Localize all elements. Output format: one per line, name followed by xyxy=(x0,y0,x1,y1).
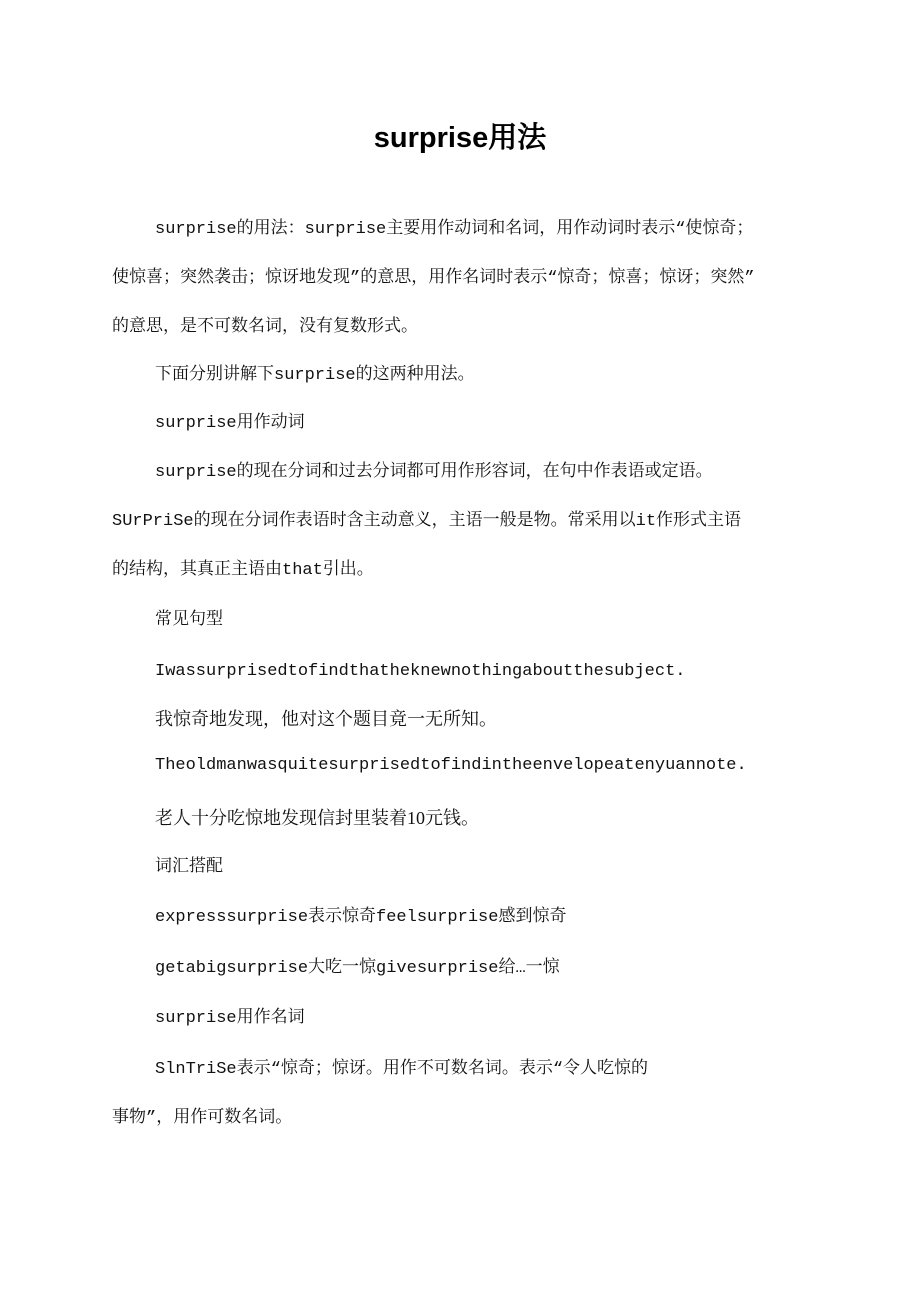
example-translation: 我惊奇地发现，他对这个题目竟一无所知。 xyxy=(155,709,497,729)
paragraph-line: SlnTriSe表示“惊奇；惊讶。用作不可数名词。表示“令人吃惊的 xyxy=(155,1060,649,1079)
paragraph-line: 的意思，是不可数名词，没有复数形式。 xyxy=(112,318,418,337)
example-sentence: Iwassurprisedtofindthatheknewnothingaboutthesubject. xyxy=(155,662,686,681)
document-title: surprise用法 xyxy=(373,122,547,154)
paragraph-line: surprise的用法：surprise主要用作动词和名词，用作动词时表示“使惊奇； xyxy=(155,220,754,239)
paragraph-line: 的结构，其真正主语由that引出。 xyxy=(112,561,374,580)
section-heading: 常见句型 xyxy=(155,611,223,630)
collocation-line: expresssurprise表示惊奇feelsurprise感到惊奇 xyxy=(155,908,567,927)
collocation-line: getabigsurprise大吃一惊givesurprise给…一惊 xyxy=(155,959,560,978)
section-heading: 词汇搭配 xyxy=(155,858,223,877)
paragraph-line: surprise的现在分词和过去分词都可用作形容词，在句中作表语或定语。 xyxy=(155,463,713,482)
paragraph-line: 使惊喜；突然袭击；惊讶地发现”的意思，用作名词时表示“惊奇；惊喜；惊讶；突然” xyxy=(112,269,755,288)
section-heading: surprise用作名词 xyxy=(155,1009,305,1028)
example-translation: 老人十分吃惊地发现信封里装着10元钱。 xyxy=(155,808,479,828)
paragraph-line: 下面分别讲解下surprise的这两种用法。 xyxy=(155,366,475,385)
paragraph-line: SUrPriSe的现在分词作表语时含主动意义，主语一般是物。常采用以it作形式主语 xyxy=(112,512,742,531)
paragraph-line: 事物”，用作可数名词。 xyxy=(112,1109,293,1128)
example-sentence: Theoldmanwasquitesurprisedtofindintheenvelopeatenyuannote. xyxy=(155,756,747,775)
section-heading: surprise用作动词 xyxy=(155,414,305,433)
